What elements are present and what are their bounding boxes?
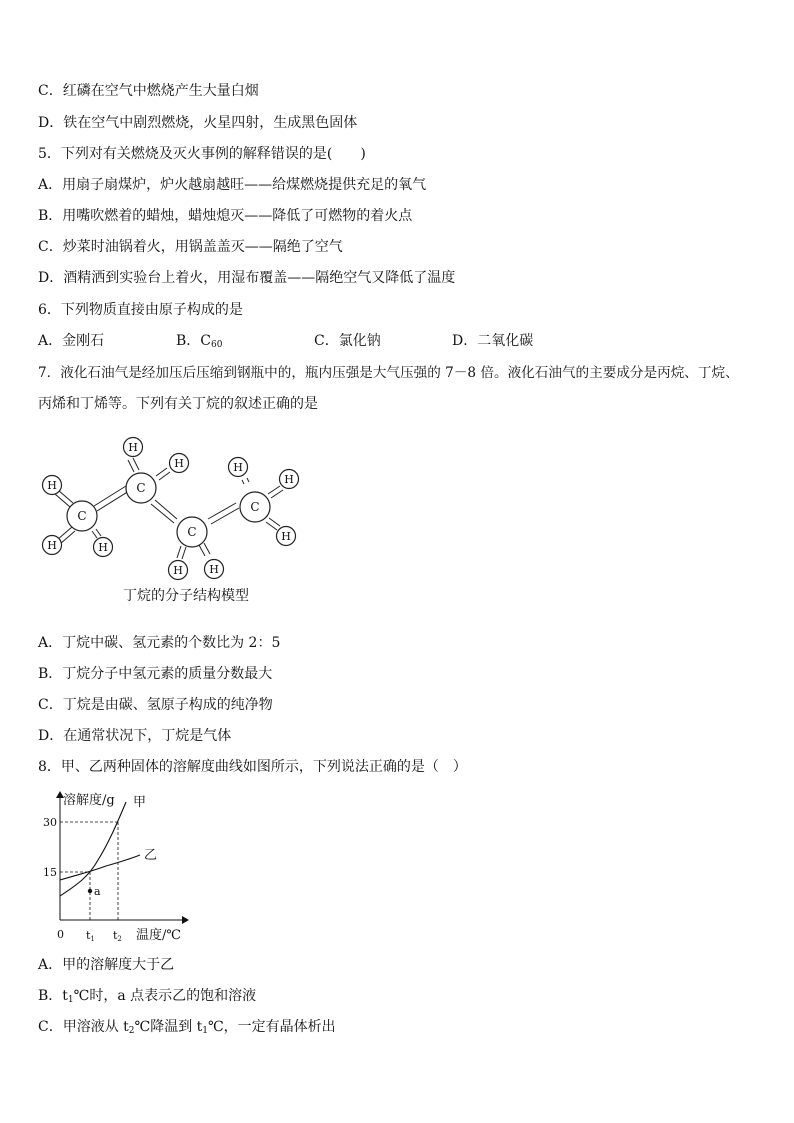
q6-option-b [176, 331, 222, 355]
q6-option-b-sub: 60 [211, 340, 223, 350]
bond-c4-h3 [266, 518, 280, 530]
curve-yi [60, 855, 140, 880]
series-label-jia: 甲 [133, 795, 147, 810]
y-axis-label: 溶解度/g [63, 793, 115, 808]
bond-c2-h2 [156, 468, 170, 480]
hydrogen-label: H [173, 564, 183, 577]
point-a-label: a [94, 885, 101, 898]
option-d-iron-burning: D．铁在空气中剧烈燃烧，火星四射，生成黑色固体 [38, 115, 358, 131]
molecule-caption: 丁烷的分子结构模型 [123, 588, 249, 604]
q8-option-c [38, 1017, 336, 1041]
carbon-label: C [250, 500, 260, 514]
hydrogen-label: H [128, 441, 138, 454]
q7-option-d: D．在通常状况下，丁烷是气体 [38, 728, 232, 744]
y-tick-30: 30 [43, 816, 57, 829]
question-5: 5．下列对有关燃烧及灭火事例的解释错误的是( ) [38, 146, 366, 162]
x-tick-t1 [86, 929, 95, 943]
question-7-line1: 7．液化石油气是经加压后压缩到钢瓶中的，瓶内压强是大气压强的 7－8 倍。液化石油气的主要成分是丙烷、丁烷、 [38, 365, 739, 381]
bond-c4-h2 [268, 486, 283, 498]
carbon-label: C [136, 481, 146, 495]
q5-option-b: B．用嘴吹燃着的蜡烛，蜡烛熄灭——降低了可燃物的着火点 [38, 208, 413, 224]
carbon-label: C [187, 525, 197, 539]
option-c-red-phosphorus: C．红磷在空气中燃烧产生大量白烟 [38, 83, 259, 99]
curve-jia [60, 802, 126, 896]
series-label-yi: 乙 [144, 848, 158, 863]
question-7-line2: 丙烯和丁烯等。下列有关丁烷的叙述正确的是 [38, 396, 318, 412]
q8c-post: ℃，一定有晶体析出 [208, 1019, 336, 1035]
bond-c1-h3 [92, 529, 101, 538]
bond-c3-c4 [208, 503, 239, 524]
x-tick-t2-sub: 2 [117, 935, 122, 943]
q6-option-c: C．氯化钠 [314, 333, 381, 349]
x-tick-t2-text: t [113, 929, 118, 942]
x-tick-t1-sub: 1 [90, 935, 95, 943]
hydrogen-label: H [233, 461, 243, 474]
q8b-sub: 1 [67, 995, 74, 1005]
q8c-sub1: 2 [128, 1026, 135, 1036]
x-tick-t1-text: t [86, 929, 91, 942]
x-tick-t2 [113, 929, 122, 943]
q8c-sub2: 1 [202, 1026, 209, 1036]
hydrogen-label: H [47, 479, 57, 492]
bond-c2-c3 [151, 500, 177, 523]
q7-option-b: B．丁烷分子中氢元素的质量分数最大 [38, 666, 273, 682]
bond-c1-c2 [94, 486, 129, 511]
q5-option-d: D．酒精洒到实验台上着火，用湿布覆盖——隔绝空气又降低了温度 [38, 270, 456, 286]
q6-option-d: D．二氧化碳 [452, 333, 534, 349]
bond-c2-h [128, 458, 139, 472]
hydrogen-label: H [281, 530, 291, 543]
q8b-pre: B．t [38, 988, 68, 1004]
x-axis-label: 温度/℃ [136, 928, 181, 943]
hydrogen-label: H [47, 539, 57, 552]
q6-option-b-text: B．C [176, 333, 211, 349]
y-tick-15: 15 [43, 866, 57, 879]
bond-c4-h [242, 478, 249, 484]
bond-c3-h [177, 546, 186, 559]
q8b-post: ℃时，a 点表示乙的饱和溶液 [73, 988, 257, 1004]
q7-option-c: C．丁烷是由碳、氢原子构成的纯净物 [38, 697, 273, 713]
point-a [88, 889, 92, 893]
q5-option-c: C．炒菜时油锅着火，用锅盖盖灭——隔绝了空气 [38, 239, 343, 255]
question-6: 6．下列物质直接由原子构成的是 [38, 302, 243, 318]
solubility-curve-graph [30, 788, 200, 948]
hydrogen-label: H [98, 541, 108, 554]
origin-label: 0 [57, 928, 64, 941]
hydrogen-label: H [209, 563, 219, 576]
q8c-pre: C．甲溶液从 t [38, 1019, 129, 1035]
butane-molecule-diagram [30, 430, 330, 610]
hydrogen-label: H [174, 457, 184, 470]
carbon-label: C [77, 509, 87, 523]
q8-option-a: A．甲的溶解度大于乙 [38, 957, 175, 973]
q8c-mid: ℃降温到 t [134, 1019, 203, 1035]
q7-option-a: A．丁烷中碳、氢元素的个数比为 2：5 [38, 635, 281, 651]
question-8: 8．甲、乙两种固体的溶解度曲线如图所示，下列说法正确的是（ ） [38, 759, 467, 775]
hydrogen-label: H [284, 473, 294, 486]
q8-option-b [38, 986, 256, 1010]
q6-option-a: A．金刚石 [38, 333, 105, 349]
q5-option-a: A．用扇子扇煤炉，炉火越扇越旺——给煤燃烧提供充足的氧气 [38, 177, 427, 193]
